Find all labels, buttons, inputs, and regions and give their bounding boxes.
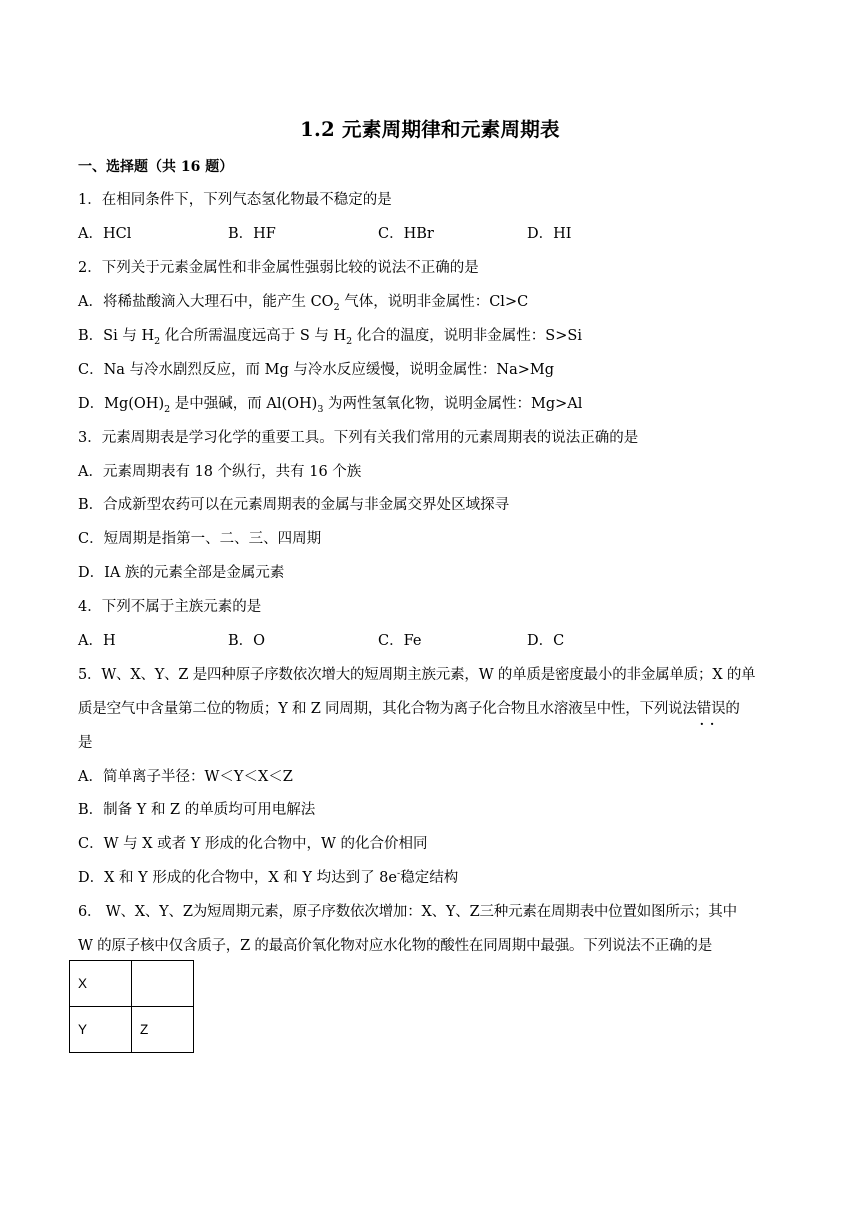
q3-option-c: C．短周期是指第一、二、三、四周期	[78, 531, 322, 547]
periodic-position-table	[69, 960, 194, 1053]
table-cell: Y	[70, 1007, 132, 1053]
question-2-stem: 2．下列关于元素金属性和非金属性强弱比较的说法不正确的是	[78, 260, 479, 276]
question-6-stem-line-2: W 的原子核中仅含质子，Z 的最高价氧化物对应水化物的酸性在同周期中最强。下列说法不正确的是	[78, 938, 712, 954]
q1-option-c: C．HBr	[378, 226, 434, 242]
q1-option-b: B．HF	[228, 226, 276, 242]
question-4-options	[78, 631, 778, 651]
q4-option-a: A．H	[78, 633, 116, 649]
q5-option-c: C．W 与 X 或者 Y 形成的化合物中，W 的化合价相同	[78, 836, 428, 852]
table-row	[70, 961, 194, 1007]
q3-option-d: D．IA 族的元素全部是金属元素	[78, 565, 285, 581]
question-1-stem: 1．在相同条件下，下列气态氢化物最不稳定的是	[78, 192, 392, 208]
table-cell: Z	[132, 1007, 194, 1053]
question-6-stem-line-1: 6． W、X、Y、Z为短周期元素，原子序数依次增加：X、Y、Z三种元素在周期表中位置如图所示；其中	[78, 904, 737, 920]
q5-option-a: A．简单离子半径：W＜Y＜X＜Z	[78, 769, 293, 785]
q2-option-a: A．将稀盐酸滴入大理石中，能产生 $CO_2$ 气体，说明非金属性：Cl>C	[78, 294, 529, 313]
section-heading: 一、选择题（共 16 题）	[78, 159, 234, 175]
page-title: 1.2 元素周期律和元素周期表	[300, 118, 560, 141]
q1-option-d: D．HI	[527, 226, 572, 242]
q5-option-d: D．X 和 Y 形成的化合物中，X 和 Y 均达到了 8e-稳定结构	[78, 868, 459, 886]
q2-option-d: D．$Mg(OH)_2$ 是中强碱，而 $Al(OH)_3$ 为两性氢氧化物，说明金属性：Mg>Al	[78, 396, 583, 415]
q2-option-c: C．Na 与冷水剧烈反应，而 Mg 与冷水反应缓慢，说明金属性：Na>Mg	[78, 362, 554, 378]
table-row	[70, 1007, 194, 1053]
emphasis-mark: 错误 ··	[697, 701, 726, 717]
question-5-stem-line-1: 5．W、X、Y、Z 是四种原子序数依次增大的短周期主族元素，W 的单质是密度最小的非金属单质；X 的单	[78, 667, 756, 683]
q4-option-c: C．Fe	[378, 633, 422, 649]
question-1-options	[78, 224, 778, 244]
q4-option-b: B．O	[228, 633, 266, 649]
q3-option-b: B．合成新型农药可以在元素周期表的金属与非金属交界处区域探寻	[78, 497, 510, 513]
question-4-stem: 4．下列不属于主族元素的是	[78, 599, 262, 615]
q4-option-d: D．C	[527, 633, 565, 649]
q5-option-b: B．制备 Y 和 Z 的单质均可用电解法	[78, 802, 316, 818]
q2-option-b: B．Si 与 $H_2$ 化合所需温度远高于 S 与 $H_2$ 化合的温度，说明非金属性：S>Si	[78, 328, 582, 347]
table-cell: X	[70, 961, 132, 1007]
question-5-stem-line-2: 质是空气中含量第二位的物质；Y 和 Z 同周期，其化合物为离子化合物且水溶液呈中性，下列说法错误 ··的	[78, 699, 740, 719]
table-cell	[132, 961, 194, 1007]
q3-option-a: A．元素周期表有 18 个纵行，共有 16 个族	[78, 464, 362, 480]
question-3-stem: 3．元素周期表是学习化学的重要工具。下列有关我们常用的元素周期表的说法正确的是	[78, 430, 639, 446]
question-5-stem-line-3: 是	[78, 735, 93, 751]
q1-option-a: A．HCl	[78, 226, 132, 242]
